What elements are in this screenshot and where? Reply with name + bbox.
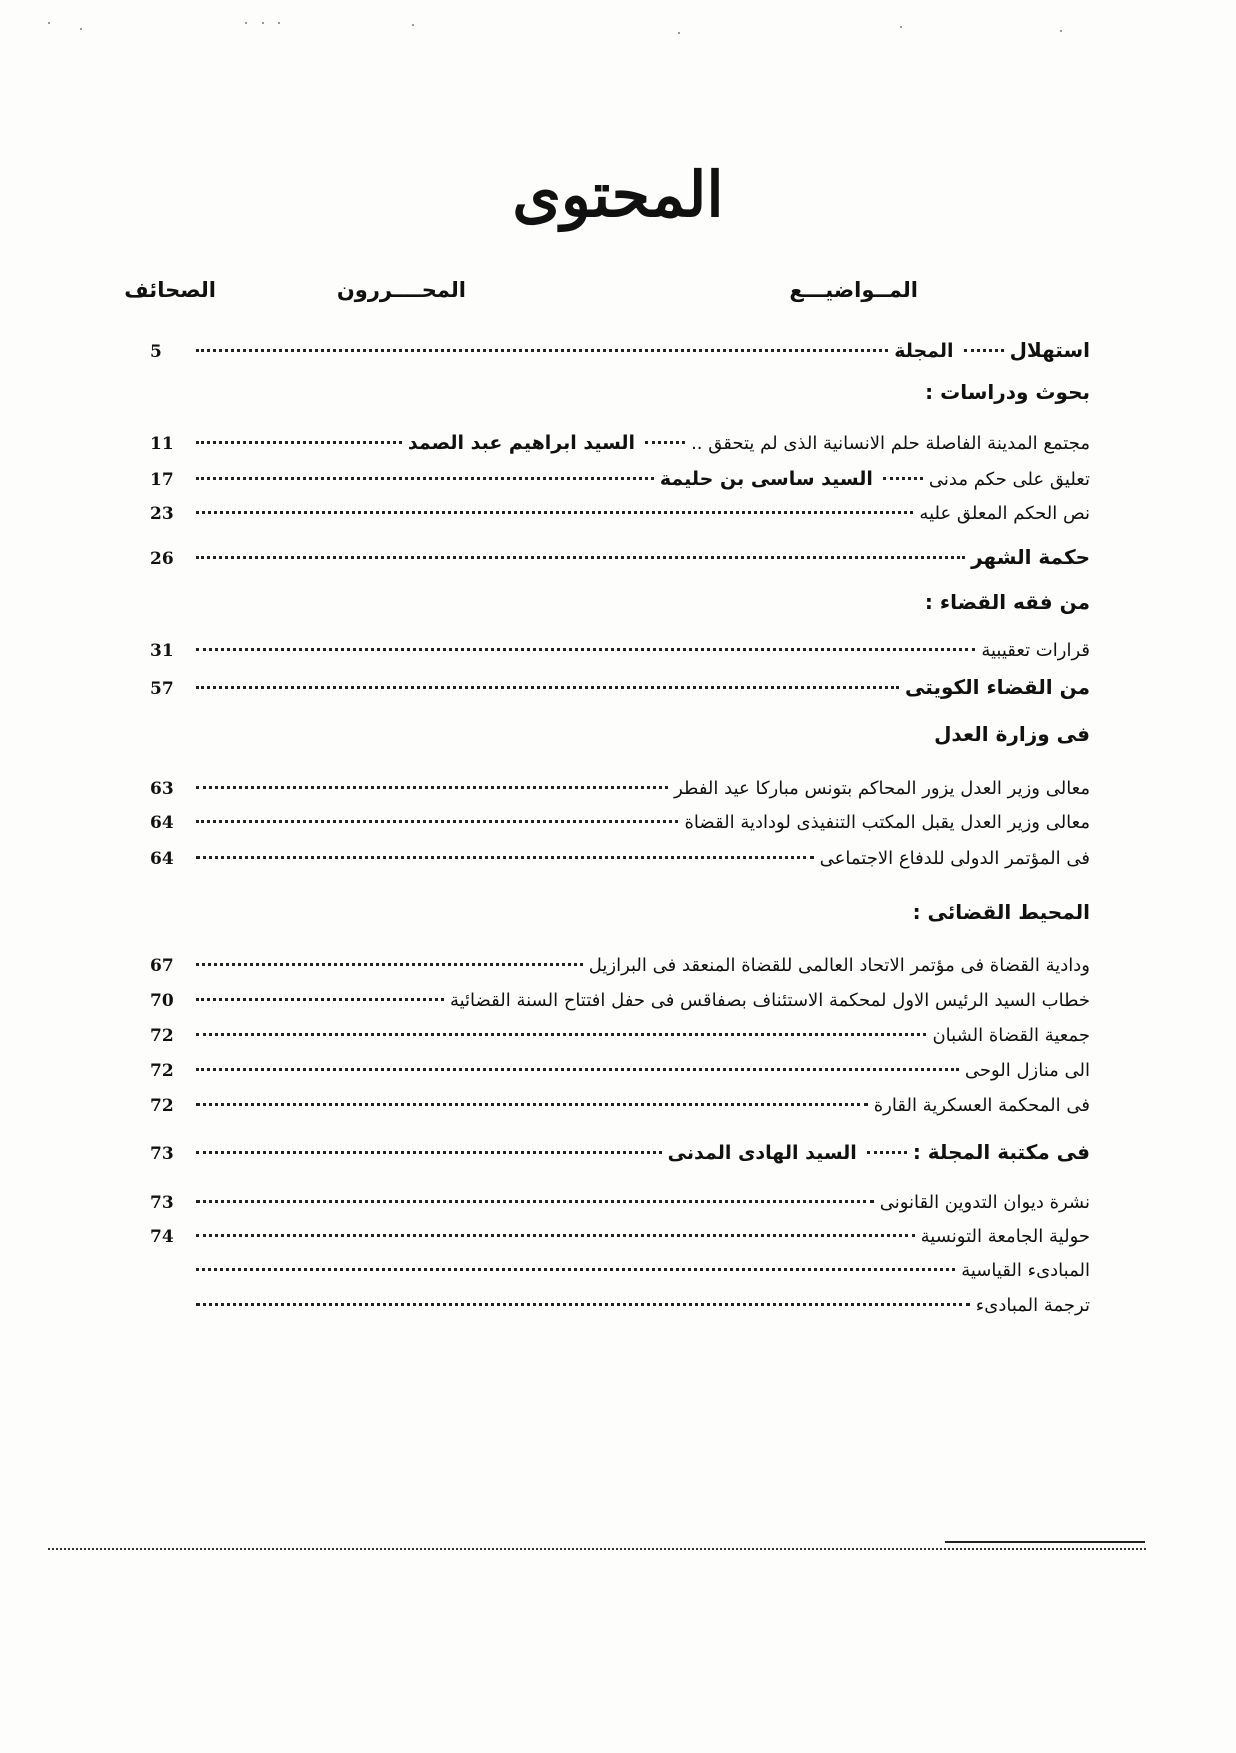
dot-leader xyxy=(196,1234,915,1237)
section-heading: من فقه القضاء : xyxy=(924,590,1090,614)
toc-entry xyxy=(150,1226,1090,1256)
toc-entry xyxy=(150,955,1090,985)
topics-column-header: المــواضيـــع xyxy=(789,278,918,302)
dot-leader xyxy=(867,1151,907,1154)
toc-entry-page: 74 xyxy=(150,1227,174,1247)
toc-entry xyxy=(150,545,1090,575)
toc-entry xyxy=(150,1295,1090,1325)
toc-entry-page: 31 xyxy=(150,641,174,661)
toc-entry-title: جمعية القضاة الشبان xyxy=(932,1025,1090,1046)
dot-leader xyxy=(196,820,678,823)
toc-entry-page: 64 xyxy=(150,813,174,833)
dot-leader xyxy=(196,556,965,559)
scan-speck xyxy=(262,22,264,24)
dot-leader xyxy=(196,349,888,352)
dot-leader xyxy=(196,1268,955,1271)
toc-entry-title: ودادية القضاة فى مؤتمر الاتحاد العالمى للقضاة المنعقد فى البرازيل xyxy=(588,955,1090,976)
toc-entry-page: 64 xyxy=(150,849,174,869)
toc-entry-page: 5 xyxy=(150,342,162,362)
toc-entry xyxy=(150,338,1090,368)
toc-entry-page: 23 xyxy=(150,504,174,524)
dot-leader xyxy=(196,511,913,514)
toc-entry xyxy=(150,503,1090,533)
toc-entry xyxy=(150,778,1090,808)
dot-leader xyxy=(196,1103,868,1106)
toc-entry-title: مجتمع المدينة الفاصلة حلم الانسانية الذى لم يتحقق .. xyxy=(691,433,1090,454)
toc-entry-editor: السيد الهادى المدنى xyxy=(667,1142,857,1164)
toc-entry-title: فى المؤتمر الدولى للدفاع الاجتماعى xyxy=(819,848,1090,869)
dot-leader xyxy=(196,998,444,1001)
toc-entry xyxy=(150,675,1090,705)
toc-entry-page: 72 xyxy=(150,1096,174,1116)
toc-entry-title: حولية الجامعة التونسية xyxy=(920,1226,1090,1247)
scan-speck xyxy=(412,24,414,26)
toc-entry-page: 72 xyxy=(150,1026,174,1046)
toc-entry-page: 17 xyxy=(150,470,174,490)
toc-entry xyxy=(150,640,1090,670)
toc-entry-title: من القضاء الكويتى xyxy=(905,675,1090,699)
toc-entry-title: خطاب السيد الرئيس الاول لمحكمة الاستئناف بصفاقس فى حفل افتتاح السنة القضائية xyxy=(449,990,1090,1011)
toc-entry-title: معالى وزير العدل يقبل المكتب التنفيذى لودادية القضاة xyxy=(684,812,1090,833)
scan-speck xyxy=(80,28,82,30)
editors-column-header: المحــــررون xyxy=(336,278,466,302)
dot-leader xyxy=(196,1068,959,1071)
section-heading: بحوث ودراسات : xyxy=(925,380,1090,404)
toc-entry xyxy=(150,848,1090,878)
dot-leader xyxy=(883,477,923,480)
scan-speck xyxy=(678,32,680,34)
dot-leader xyxy=(196,1200,874,1203)
toc-entry xyxy=(150,1025,1090,1055)
toc-entry xyxy=(150,468,1090,498)
toc-entry-title: نشرة ديوان التدوين القانونى xyxy=(879,1192,1090,1213)
dot-leader xyxy=(196,856,814,859)
toc-entry xyxy=(150,1095,1090,1125)
dot-leader xyxy=(196,1151,662,1154)
toc-entry-title: فى مكتبة المجلة : xyxy=(912,1140,1090,1164)
toc-entry-title: استهلال xyxy=(1009,338,1090,362)
dot-leader xyxy=(196,648,975,651)
section-heading: فى وزارة العدل xyxy=(934,722,1090,746)
toc-entry-page: 73 xyxy=(150,1144,174,1164)
toc-entry-title: قرارات تعقيبية xyxy=(981,640,1090,661)
toc-entry-page: 70 xyxy=(150,991,174,1011)
toc-entry xyxy=(150,990,1090,1020)
dot-leader xyxy=(196,1033,926,1036)
toc-entry-editor: السيد ساسى بن حليمة xyxy=(659,468,873,490)
scan-speck xyxy=(1060,30,1062,32)
toc-entry xyxy=(150,1060,1090,1090)
toc-entry xyxy=(150,1192,1090,1222)
scan-speck xyxy=(245,22,247,24)
page-title: المحتوى xyxy=(512,158,724,231)
toc-entry-title: ترجمة المبادىء xyxy=(975,1295,1090,1316)
toc-entry xyxy=(150,1260,1090,1290)
toc-entry-title: تعليق على حكم مدنى xyxy=(928,469,1090,490)
dot-leader xyxy=(196,786,668,789)
toc-entry xyxy=(150,812,1090,842)
toc-entry-page: 26 xyxy=(150,549,174,569)
dot-leader xyxy=(964,349,1004,352)
scan-speck xyxy=(48,22,50,24)
toc-entry-page: 73 xyxy=(150,1193,174,1213)
toc-entry-page: 57 xyxy=(150,679,174,699)
toc-entry-page: 63 xyxy=(150,779,174,799)
toc-entry-title: المبادىء القياسية xyxy=(961,1260,1090,1281)
toc-entry-title: حكمة الشهر xyxy=(971,545,1090,569)
dot-leader xyxy=(645,441,685,444)
toc-entry-page: 72 xyxy=(150,1061,174,1081)
toc-entry xyxy=(150,432,1090,462)
scan-speck xyxy=(900,26,902,28)
section-heading: المحيط القضائى : xyxy=(912,900,1090,924)
pages-column-header: الصحائف xyxy=(124,278,216,302)
toc-entry-page: 67 xyxy=(150,956,174,976)
bottom-dotted-rule xyxy=(48,1548,1146,1552)
toc-entry-title: نص الحكم المعلق عليه xyxy=(919,503,1090,524)
toc-entry-page: 11 xyxy=(150,434,174,454)
toc-entry-editor: المجلة xyxy=(894,340,954,362)
toc-entry-title: فى المحكمة العسكرية القارة xyxy=(873,1095,1090,1116)
dot-leader xyxy=(196,441,402,444)
toc-entry-title: الى منازل الوحى xyxy=(964,1060,1090,1081)
scan-speck xyxy=(278,22,280,24)
toc-entry-title: معالى وزير العدل يزور المحاكم بتونس مباركا عيد الفطر xyxy=(674,778,1090,799)
dot-leader xyxy=(196,1303,970,1306)
toc-entry xyxy=(150,1140,1090,1170)
dot-leader xyxy=(196,963,583,966)
dot-leader xyxy=(196,477,654,480)
dot-leader xyxy=(196,686,899,689)
bottom-rule xyxy=(945,1541,1145,1543)
toc-entry-editor: السيد ابراهيم عبد الصمد xyxy=(407,432,636,454)
